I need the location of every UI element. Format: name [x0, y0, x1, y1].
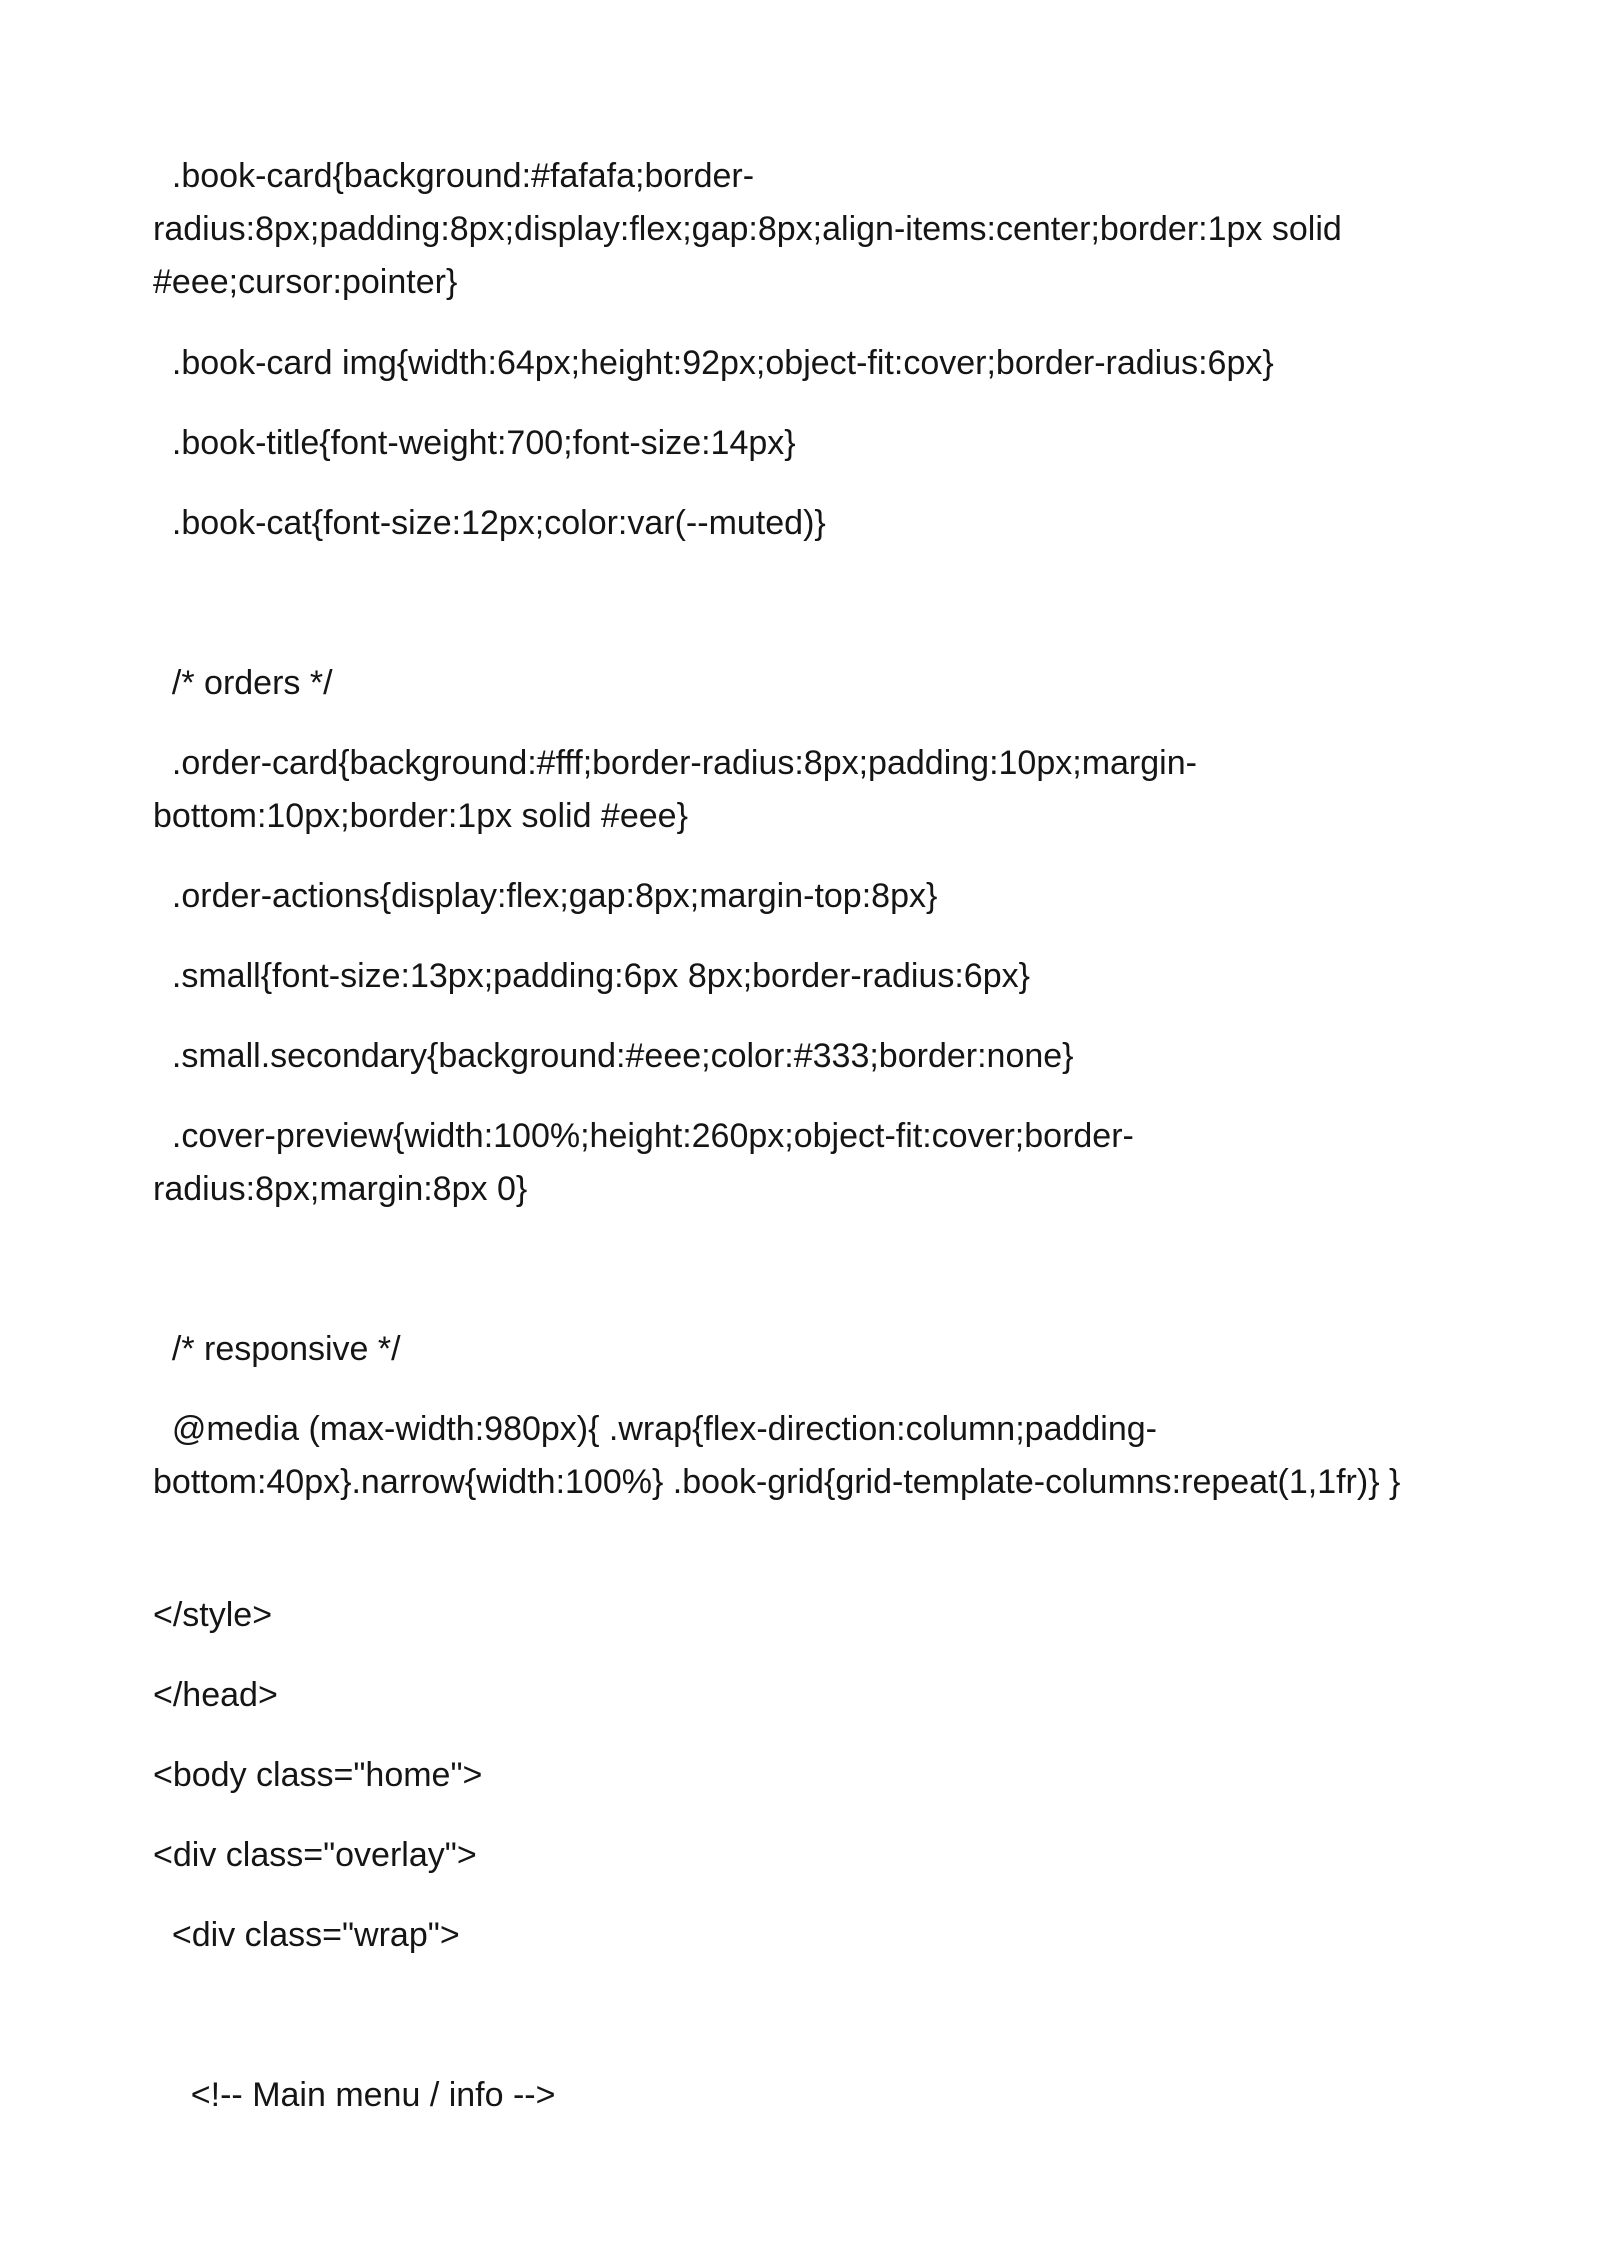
code-line-order-card: .order-card{background:#fff;border-radius:8px;padding:10px;margin-bottom:10px;border:1px solid #eee} — [153, 744, 1197, 835]
code-line-book-card-img: .book-card img{width:64px;height:92px;object-fit:cover;border-radius:6px} — [153, 344, 1274, 382]
code-line-cover-preview: .cover-preview{width:100%;height:260px;object-fit:cover;border-radius:8px;margin:8px 0} — [153, 1117, 1134, 1208]
code-line-book-cat: .book-cat{font-size:12px;color:var(--muted)} — [153, 504, 826, 542]
code-line-book-card: .book-card{background:#fafafa;border-radius:8px;padding:8px;display:flex;gap:8px;align-items:center;border:1px solid #eee;cursor:pointer} — [153, 157, 1352, 301]
code-line-book-title: .book-title{font-weight:700;font-size:14px} — [153, 424, 796, 462]
code-line-style-close: </style> — [153, 1596, 273, 1634]
comment-orders: /* orders */ — [153, 664, 333, 702]
code-line-overlay-div: <div class="overlay"> — [153, 1836, 477, 1874]
code-line-small-secondary: .small.secondary{background:#eee;color:#333;border:none} — [153, 1037, 1074, 1075]
code-line-head-close: </head> — [153, 1676, 278, 1714]
code-line-order-actions: .order-actions{display:flex;gap:8px;margin-top:8px} — [153, 877, 938, 915]
comment-responsive: /* responsive */ — [153, 1330, 401, 1368]
comment-main-menu-info: <!-- Main menu / info --> — [153, 2076, 556, 2114]
code-line-media-query: @media (max-width:980px){ .wrap{flex-direction:column;padding-bottom:40px}.narrow{width:100%} .book-grid{grid-template-columns:repeat(1,1fr)} } — [153, 1410, 1401, 1501]
code-line-wrap-div: <div class="wrap"> — [153, 1916, 460, 1954]
code-line-body-open: <body class="home"> — [153, 1756, 483, 1794]
code-line-small: .small{font-size:13px;padding:6px 8px;border-radius:6px} — [153, 957, 1030, 995]
